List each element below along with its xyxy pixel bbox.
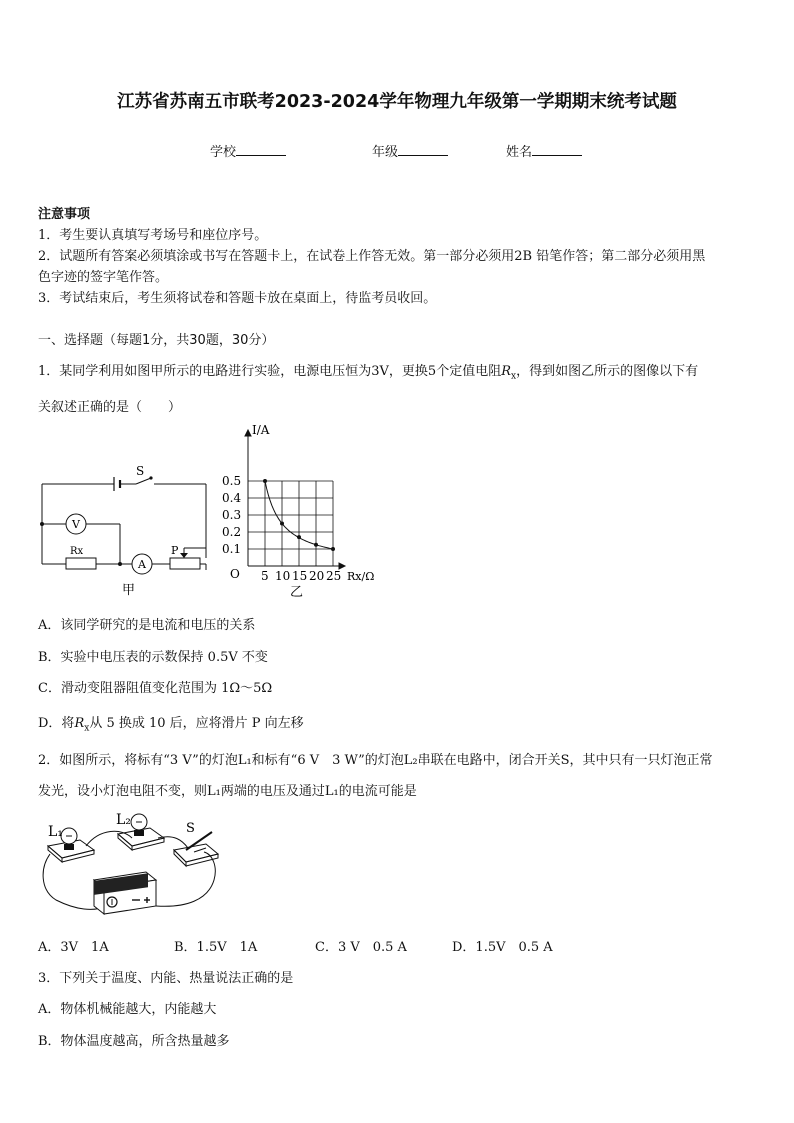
- data-point: [297, 535, 301, 539]
- x-tick-label: 25: [326, 569, 342, 583]
- school-field: [210, 141, 286, 160]
- current-resistance-graph: [222, 420, 392, 600]
- q1-option-c: C．滑动变阻器阻值变化范围为 1Ω～5Ω: [38, 681, 273, 696]
- name-blank: [532, 143, 582, 156]
- y-tick-label: 0.3: [222, 508, 242, 522]
- y-tick-label: 0.4: [222, 491, 242, 505]
- y-tick-label: 0.5: [222, 474, 242, 488]
- grade-field: [372, 141, 448, 160]
- y-tick-label: 0.2: [222, 525, 242, 539]
- circuit-diagram: [36, 462, 226, 602]
- section-heading: 一、选择题（每题1分，共30题，30分）: [38, 333, 275, 348]
- graph-caption: 乙: [290, 585, 304, 600]
- q3-option-a: A．物体机械能越大，内能越大: [38, 1002, 217, 1017]
- name-field: [506, 141, 582, 160]
- q2-option-d: D．1.5V 0.5 A: [452, 940, 553, 955]
- resistor-label: Rx: [70, 546, 84, 557]
- q1-sub: x: [511, 371, 517, 382]
- y-axis-arrow: [245, 430, 251, 436]
- x-axis-label: Rx/Ω: [347, 570, 375, 583]
- origin-label: O: [230, 567, 240, 581]
- x-tick-label: 15: [292, 569, 308, 583]
- q1-option-d-sub: x: [84, 723, 90, 734]
- notice-heading: 注意事项: [38, 207, 91, 222]
- q1-stem: [38, 360, 698, 382]
- notice-item: 1．考生要认真填写考场号和座位序号。: [38, 228, 268, 243]
- page-title: 江苏省苏南五市联考2023-2024学年物理九年级第一学期期末统考试题: [117, 92, 677, 112]
- x-tick-label: 5: [261, 569, 269, 583]
- school-label: 学校: [210, 145, 237, 160]
- notice-item: 2．试题所有答案必须填涂或书写在答题卡上，在试卷上作答无效。第一部分必须用2B 铅笔作答；第二部分必须用黑: [38, 249, 706, 264]
- circuit-caption: 甲: [122, 583, 136, 598]
- q1-option-d-var: R: [74, 716, 85, 731]
- slider-label: P: [171, 544, 179, 557]
- notice-item: 色字迹的签字笔作答。: [38, 270, 169, 285]
- q1-option-d: [38, 712, 304, 734]
- name-label: 姓名: [506, 145, 533, 160]
- data-point: [280, 522, 284, 526]
- notice-item: 3．考试结束后，考生须将试卷和答题卡放在桌面上，待监考员收回。: [38, 291, 437, 306]
- q1-stem-line2: 关叙述正确的是（ ）: [38, 400, 182, 415]
- q1-var: R: [501, 364, 511, 379]
- l2-label: L₂: [116, 812, 131, 828]
- x-tick-label: 20: [309, 569, 325, 583]
- voltmeter-label: V: [72, 518, 80, 531]
- q2-stem-line1: 2．如图所示，将标有“3 V”的灯泡L₁和标有“6 V 3 W”的灯泡L₂串联在电路中，闭合开关S，其中只有一只灯泡正常: [38, 753, 713, 768]
- q3-stem: 3．下列关于温度、内能、热量说法正确的是: [38, 971, 294, 986]
- q1-stem-part: ，得到如图乙所示的图像以下有: [516, 364, 699, 379]
- q2-option-c: C．3 V 0.5 A: [315, 940, 407, 955]
- q1-option-a: A．该同学研究的是电流和电压的关系: [38, 618, 256, 633]
- school-blank: [236, 143, 286, 156]
- data-point: [331, 547, 335, 551]
- y-tick-label: 0.1: [222, 542, 242, 556]
- q1-option-b: B．实验中电压表的示数保持 0.5V 不变: [38, 650, 268, 665]
- q2-option-b: B．1.5V 1A: [174, 940, 258, 955]
- q3-option-b: B．物体温度越高，所含热量越多: [38, 1034, 230, 1049]
- switch-label: S: [136, 464, 145, 478]
- grade-label: 年级: [372, 145, 399, 160]
- data-point: [314, 543, 318, 547]
- q1-stem-part: 1．某同学利用如图甲所示的电路进行实验，电源电压恒为3V，更换5个定值电阻: [38, 364, 502, 379]
- y-axis-label: I/A: [252, 423, 270, 437]
- q1-option-d-part: 从 5 换成 10 后，应将滑片 P 向左移: [89, 716, 304, 731]
- x-tick-label: 10: [275, 569, 291, 583]
- q2-option-a: A．3V 1A: [38, 940, 109, 955]
- bulb-circuit-figure: [36, 808, 236, 920]
- l1-label: L₁: [48, 824, 63, 840]
- data-point: [263, 479, 267, 483]
- q2-stem-line2: 发光，设小灯泡电阻不变，则L₁两端的电压及通过L₁的电流可能是: [38, 784, 417, 799]
- q1-option-d-part: D．将: [38, 716, 75, 731]
- ammeter-label: A: [138, 558, 146, 571]
- grade-blank: [398, 143, 448, 156]
- switch-s-label: S: [186, 821, 195, 836]
